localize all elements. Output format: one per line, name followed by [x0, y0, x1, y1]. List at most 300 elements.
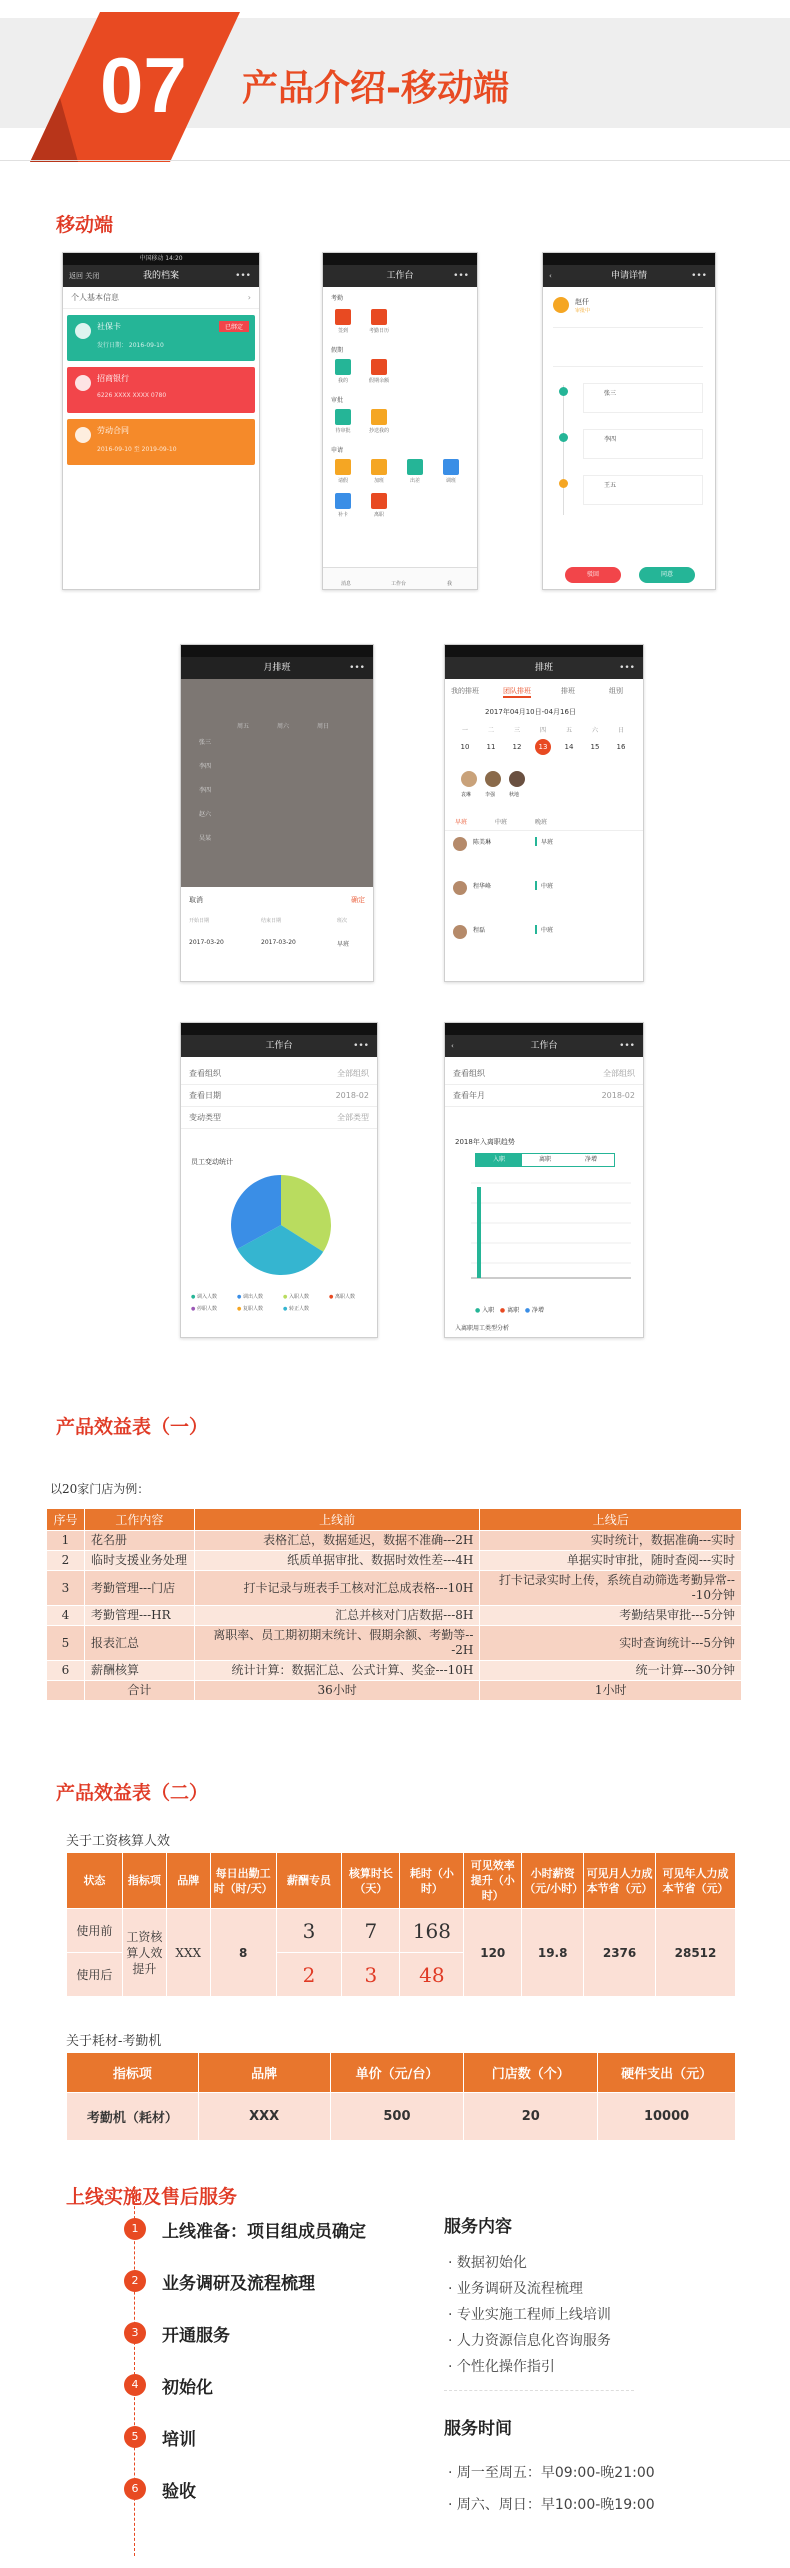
filter-row[interactable] — [181, 1107, 377, 1129]
nav-title: 申请详情 — [610, 271, 647, 281]
toggle-leave[interactable]: 离职 — [538, 1156, 551, 1163]
benefit-table-2 — [66, 1852, 736, 1997]
th-col: 薪酬专员 — [276, 1853, 342, 1909]
th-before: 上线前 — [194, 1509, 480, 1531]
total-before: 36小时 — [194, 1681, 480, 1701]
schedule-tabs — [445, 679, 643, 701]
t3-item: 考勤机（耗材） — [67, 2093, 199, 2141]
person: 赵六 — [199, 811, 212, 818]
state-after: 使用后 — [67, 1953, 123, 1997]
avatar — [453, 925, 467, 939]
day-cell[interactable]: 10 — [460, 743, 470, 751]
trip-icon[interactable] — [407, 459, 423, 475]
phone-my-profile — [62, 252, 260, 590]
th-col: 单价（元/台） — [330, 2053, 464, 2093]
nav-title: 工作台 — [530, 1041, 558, 1051]
status-bar: 中国移动 14:20 — [63, 253, 259, 265]
section-number: 07 — [100, 41, 187, 129]
more-icon[interactable]: ••• — [353, 1041, 369, 1051]
cell-no: 4 — [47, 1606, 85, 1626]
cell-no: 3 — [47, 1571, 85, 1606]
row-value: 全部类型 — [337, 1113, 369, 1122]
total-after: 1小时 — [480, 1681, 742, 1701]
row-label: 查看组织 — [453, 1069, 485, 1078]
legend-label: 转正人数 — [288, 1306, 309, 1312]
table-row — [47, 1551, 742, 1571]
phone-workbench — [322, 252, 478, 590]
status-bar — [181, 645, 373, 657]
status-bar — [181, 1023, 377, 1035]
filter-row[interactable] — [445, 1063, 643, 1085]
mobile-section-title: 移动端 — [56, 214, 114, 236]
nav-title: 月排班 — [263, 663, 291, 673]
staff-before: 3 — [276, 1909, 342, 1953]
shift-name: 中班 — [535, 925, 553, 934]
legend-item — [283, 1293, 309, 1300]
status-badge: 审批中 — [575, 308, 591, 314]
legend-label: 停职人数 — [196, 1306, 217, 1312]
tile-label: 调班 — [445, 478, 456, 484]
status-bar — [445, 645, 643, 657]
legend-item — [191, 1305, 217, 1312]
shift-tab[interactable]: 早班 — [455, 819, 468, 826]
th-after: 上线后 — [480, 1509, 742, 1531]
brand: XXX — [166, 1909, 210, 1997]
tab-schedule[interactable]: 排班 — [561, 687, 575, 695]
header-divider — [0, 160, 790, 161]
step-label: 上线准备：项目组成员确定 — [162, 2222, 366, 2242]
yearly-saving: 28512 — [656, 1909, 736, 1997]
benefit2-subtitle-2: 关于耗材-考勤机 — [66, 2034, 162, 2049]
shift-tab[interactable]: 中班 — [495, 819, 508, 826]
date-range: 2017年04月10日-04月16日 — [485, 708, 576, 716]
table-row — [47, 1571, 742, 1606]
th-col: 核算时长（天） — [342, 1853, 400, 1909]
chevron-right-icon: › — [247, 293, 251, 302]
flow-name: 张三 — [604, 390, 617, 397]
group-label: 假期 — [331, 347, 344, 354]
flow-name: 王五 — [604, 482, 617, 489]
person: 李四 — [199, 763, 212, 770]
flow-step — [583, 429, 703, 459]
legend-label: 离职人数 — [334, 1294, 355, 1300]
tab-my-schedule[interactable]: 我的排班 — [451, 687, 479, 695]
table-row — [47, 1626, 742, 1661]
calendar-icon[interactable] — [371, 309, 387, 325]
chart-title: 2018年入离职趋势 — [455, 1138, 515, 1146]
nav-title: 工作台 — [386, 271, 414, 281]
step-number: 3 — [124, 2322, 146, 2344]
card-badge: 已绑定 — [219, 321, 249, 332]
day-cell[interactable]: 14 — [564, 743, 574, 751]
pie-chart — [229, 1173, 333, 1277]
legend-dot: ● — [237, 1294, 243, 1300]
approve-button[interactable]: 同意 — [639, 567, 695, 583]
picker-start[interactable]: 2017-03-20 — [189, 939, 224, 946]
applicant-name: 赵仟 — [575, 298, 589, 306]
tile-label: 签到 — [337, 328, 348, 334]
filter-row[interactable] — [445, 1085, 643, 1107]
cell-no: 1 — [47, 1531, 85, 1551]
tile-label: 加班 — [373, 478, 384, 484]
monthly-saving: 2376 — [584, 1909, 656, 1997]
hourly-rate: 19.8 — [522, 1909, 584, 1997]
legend-label: 入职人数 — [288, 1294, 309, 1300]
service-item: · 业务调研及流程梳理 — [448, 2281, 583, 2297]
phone-hire-trend — [444, 1022, 644, 1338]
step-label: 开通服务 — [162, 2326, 230, 2346]
shift-icon[interactable] — [443, 459, 459, 475]
day-cell[interactable]: 13 — [535, 739, 551, 755]
row-value: 全部组织 — [603, 1069, 635, 1078]
shift-name: 中班 — [535, 881, 553, 890]
avatar — [453, 837, 467, 851]
toggle-net[interactable]: 净增 — [584, 1156, 597, 1163]
service-time: · 周一至周五：早09:00-晚21:00 — [448, 2465, 655, 2481]
nav-title: 排班 — [534, 663, 553, 673]
legend-item: 入职 — [482, 1307, 495, 1314]
tab-bar — [323, 567, 477, 589]
contract-icon — [75, 427, 91, 443]
shift-tab[interactable]: 晚班 — [535, 819, 548, 826]
shift-name: 早班 — [535, 837, 553, 846]
cell-after: 单据实时审批，随时查阅---实时 — [480, 1551, 742, 1571]
nav-bar — [63, 265, 259, 287]
th-col: 指标项 — [122, 1853, 166, 1909]
tab-messages[interactable]: 消息 — [341, 581, 352, 587]
tab-workbench[interactable]: 工作台 — [391, 581, 407, 587]
weekday: 六 — [591, 727, 598, 734]
avatar — [553, 297, 569, 313]
service-content-title: 服务内容 — [444, 2217, 512, 2237]
nav-bar — [445, 1035, 643, 1057]
cell-item: 报表汇总 — [84, 1626, 194, 1661]
leave-icon[interactable] — [335, 359, 351, 375]
t3-brand: XXX — [198, 2093, 330, 2141]
th-no: 序号 — [47, 1509, 85, 1531]
table-total-row — [47, 1681, 742, 1701]
benefit1-title: 产品效益表（一） — [56, 1416, 209, 1438]
shift-tabs — [445, 813, 643, 831]
row-label: 查看组织 — [189, 1069, 221, 1078]
tile-label: 抄送我的 — [368, 428, 389, 434]
back-icon[interactable]: ‹ — [549, 272, 552, 280]
service-item: · 个性化操作指引 — [448, 2359, 555, 2375]
cell-item: 临时支援业务处理 — [84, 1551, 194, 1571]
detail-block — [553, 327, 703, 367]
nav-title: 我的档案 — [142, 271, 179, 281]
overtime-icon[interactable] — [371, 459, 387, 475]
legend-item — [283, 1305, 309, 1312]
legend-dot: ● — [283, 1306, 289, 1312]
card-sub: 2016-09-10 至 2019-09-10 — [97, 446, 177, 453]
row-label: 变动类型 — [189, 1113, 221, 1122]
cell-after: 实时查询统计---5分钟 — [480, 1626, 742, 1661]
more-icon[interactable]: ••• — [453, 271, 469, 281]
person: 李四 — [199, 787, 212, 794]
step-number: 4 — [124, 2374, 146, 2396]
benefit2-subtitle: 关于工资核算人效 — [66, 1834, 171, 1849]
legend-item: 净增 — [532, 1307, 545, 1314]
status-bar — [543, 253, 715, 265]
service-divider — [444, 2390, 634, 2391]
legend-dot: ● — [237, 1306, 243, 1312]
tab-team-schedule[interactable]: 团队排班 — [503, 686, 531, 698]
avatar — [485, 771, 501, 787]
staff-after: 2 — [276, 1953, 342, 1997]
th-col: 品牌 — [166, 1853, 210, 1909]
day-cell[interactable]: 11 — [486, 743, 496, 751]
cell-no: 6 — [47, 1661, 85, 1681]
cell-item: 考勤管理---HR — [84, 1606, 194, 1626]
confirm-button[interactable]: 确定 — [351, 896, 365, 904]
step-label: 业务调研及流程梳理 — [162, 2274, 315, 2294]
back-icon[interactable]: ‹ — [451, 1042, 454, 1050]
service-title: 上线实施及售后服务 — [66, 2186, 238, 2208]
row-label: 查看日期 — [189, 1091, 221, 1100]
group-label: 审批 — [331, 397, 344, 404]
day-cell[interactable]: 16 — [616, 743, 626, 751]
th-col: 每日出勤工时（时/天） — [210, 1853, 276, 1909]
legend-item — [191, 1293, 217, 1300]
person-name: 程磊 — [473, 927, 486, 934]
cancel-button[interactable]: 取消 — [189, 896, 203, 904]
time-after: 48 — [400, 1953, 464, 1997]
person-name: 程华峰 — [473, 883, 492, 890]
patch-icon[interactable] — [335, 493, 351, 509]
total-label: 合计 — [84, 1681, 194, 1701]
col-label: 开始日期 — [189, 918, 210, 924]
status-bar — [445, 1023, 643, 1035]
th-col: 硬件支出（元） — [598, 2053, 736, 2093]
picker-panel — [181, 887, 373, 982]
nav-bar — [445, 657, 643, 679]
cell-after: 打卡记录实时上传，系统自动筛选考勤异常---10分钟 — [480, 1571, 742, 1606]
legend-item — [329, 1293, 355, 1300]
reject-button[interactable]: 驳回 — [565, 567, 621, 583]
group-label: 申请 — [331, 447, 344, 454]
table-row — [47, 1606, 742, 1626]
picker-end[interactable]: 2017-03-20 — [261, 939, 296, 946]
days-before: 7 — [342, 1909, 400, 1953]
legend-label: 调出人数 — [242, 1294, 263, 1300]
tile-label: 请假 — [337, 478, 348, 484]
phone-monthly-schedule — [180, 644, 374, 982]
person-name: 袁琳 — [461, 792, 472, 798]
weekday: 周日 — [317, 723, 330, 730]
flow-step — [583, 475, 703, 505]
flow-step — [583, 383, 703, 413]
nav-title: 工作台 — [265, 1041, 293, 1051]
th-col: 状态 — [67, 1853, 123, 1909]
person: 吴某 — [199, 835, 212, 842]
nav-bar — [543, 265, 715, 287]
card-name: 招商银行 — [97, 374, 129, 383]
back-button[interactable]: 返回 关闭 — [69, 272, 100, 280]
efficiency-gain: 120 — [464, 1909, 522, 1997]
service-item: · 专业实施工程师上线培训 — [448, 2307, 611, 2323]
legend-dot: ● — [191, 1294, 197, 1300]
cell-before: 统计计算：数据汇总、公式计算、奖金---10H — [194, 1661, 480, 1681]
t3-price: 500 — [330, 2093, 464, 2141]
phone-staff-change — [180, 1022, 378, 1338]
step-number: 1 — [124, 2218, 146, 2240]
cc-icon[interactable] — [371, 409, 387, 425]
phone-team-schedule — [444, 644, 644, 982]
chart-title: 员工变动统计 — [191, 1158, 233, 1166]
t3-cost: 10000 — [598, 2093, 736, 2141]
weekday: 三 — [513, 727, 520, 734]
days-after: 3 — [342, 1953, 400, 1997]
toggle-hire[interactable]: 入职 — [476, 1154, 522, 1166]
status-bar — [323, 253, 477, 265]
tile-label: 离职 — [373, 512, 384, 518]
service-time: · 周六、周日：早10:00-晚19:00 — [448, 2497, 655, 2513]
more-icon[interactable]: ••• — [691, 271, 707, 281]
t3-stores: 20 — [464, 2093, 598, 2141]
nav-bar — [181, 1035, 377, 1057]
legend-label: 复职人数 — [242, 1306, 263, 1312]
weekday: 二 — [487, 727, 494, 734]
trend-legend: ● 入职 ● 离职 ● 净增 — [475, 1307, 545, 1314]
more-icon[interactable]: ••• — [349, 663, 365, 673]
day-cell[interactable]: 15 — [590, 743, 600, 751]
bank-icon — [75, 375, 91, 391]
resign-icon[interactable] — [371, 493, 387, 509]
dimmed-overlay — [181, 679, 373, 887]
legend-label: 调入人数 — [196, 1294, 217, 1300]
flow-dot — [559, 433, 568, 442]
tab-group[interactable]: 组别 — [609, 687, 623, 695]
table-row — [47, 1531, 742, 1551]
tile-label: 待审批 — [335, 428, 351, 434]
card-sub: 6226 XXXX XXXX 0780 — [97, 392, 167, 399]
benefit-table-3 — [66, 2052, 736, 2141]
cell-before: 汇总并核对门店数据---8H — [194, 1606, 480, 1626]
step-number: 2 — [124, 2270, 146, 2292]
weekday: 四 — [539, 727, 546, 734]
cell-before: 纸质单据审批、数据时效性差---4H — [194, 1551, 480, 1571]
step-label: 验收 — [162, 2482, 196, 2502]
legend-item: 离职 — [507, 1307, 520, 1314]
cell-item: 花名册 — [84, 1531, 194, 1551]
info-row-label: 个人基本信息 — [71, 293, 119, 302]
legend-dot: ● — [283, 1294, 289, 1300]
service-item: · 数据初始化 — [448, 2255, 527, 2271]
card-sub: 发行日期： 2016-09-10 — [97, 342, 164, 349]
more-icon[interactable]: ••• — [619, 1041, 635, 1051]
cell-before: 打卡记录与班表手工核对汇总成表格---10H — [194, 1571, 480, 1606]
checkin-icon[interactable] — [335, 309, 351, 325]
nav-bar — [181, 657, 373, 679]
person-name: 李强 — [485, 792, 496, 798]
cell-item: 薪酬核算 — [84, 1661, 194, 1681]
tile-label: 我的 — [337, 378, 348, 384]
step-number: 6 — [124, 2478, 146, 2500]
leave-request-icon[interactable] — [335, 459, 351, 475]
person-name: 陈美琳 — [473, 839, 492, 846]
benefit-table-1 — [46, 1508, 742, 1701]
day-cell[interactable]: 12 — [512, 743, 522, 751]
th-col: 可见效率提升（小时） — [464, 1853, 522, 1909]
cell-no: 2 — [47, 1551, 85, 1571]
group-label: 考勤 — [331, 295, 344, 302]
th-col: 指标项 — [67, 2053, 199, 2093]
nav-bar — [323, 265, 477, 287]
card-name: 社保卡 — [97, 322, 121, 331]
service-time-title: 服务时间 — [444, 2419, 512, 2439]
row-value: 2018-02 — [335, 1091, 369, 1100]
th-col: 可见年人力成本节省（元） — [656, 1853, 736, 1909]
row-value: 全部组织 — [337, 1069, 369, 1078]
th-col: 小时薪资（元/小时） — [522, 1853, 584, 1909]
weekday: 周六 — [277, 723, 290, 730]
approve-icon[interactable] — [335, 409, 351, 425]
card-contract[interactable] — [67, 419, 255, 465]
weekday: 五 — [565, 727, 572, 734]
cell-after: 考勤结果审批---5分钟 — [480, 1606, 742, 1626]
tile-label: 假期余额 — [368, 378, 389, 384]
steps-line — [134, 2186, 135, 2556]
picker-shift[interactable]: 早班 — [337, 941, 350, 948]
tile-label: 出差 — [409, 478, 420, 484]
cell-after: 统一计算---30分钟 — [480, 1661, 742, 1681]
avatar — [453, 881, 467, 895]
col-label: 结束日期 — [261, 918, 282, 924]
th-col: 门店数（个） — [464, 2053, 598, 2093]
flow-dot — [559, 387, 568, 396]
benefit2-title: 产品效益表（二） — [56, 1782, 209, 1804]
card-bank[interactable] — [67, 367, 255, 413]
avatar — [509, 771, 525, 787]
weekday: 周五 — [237, 723, 250, 730]
person: 张三 — [199, 739, 212, 746]
flow-name: 李四 — [604, 436, 617, 443]
time-before: 168 — [400, 1909, 464, 1953]
page-title: 产品介绍-移动端 — [242, 68, 509, 109]
flow-line — [563, 385, 564, 515]
section-footer: 入离职用工类型分析 — [455, 1325, 510, 1332]
step-number: 5 — [124, 2426, 146, 2448]
th-col: 可见月人力成本节省（元） — [584, 1853, 656, 1909]
state-before: 使用前 — [67, 1909, 123, 1953]
more-icon[interactable]: ••• — [235, 271, 251, 281]
col-label: 班次 — [337, 918, 348, 924]
tab-me[interactable]: 我 — [447, 581, 453, 587]
filter-row[interactable] — [181, 1085, 377, 1107]
avatar — [461, 771, 477, 787]
tile-label: 补卡 — [337, 512, 348, 518]
th-col: 品牌 — [198, 2053, 330, 2093]
card-name: 劳动合同 — [97, 426, 129, 435]
pie-icon[interactable] — [371, 359, 387, 375]
cell-before: 离职率、员工期初期末统计、假期余额、考勤等---2H — [194, 1626, 480, 1661]
legend-item — [237, 1293, 263, 1300]
more-icon[interactable]: ••• — [619, 663, 635, 673]
filter-row[interactable] — [181, 1063, 377, 1085]
daily-hours: 8 — [210, 1909, 276, 1997]
info-row[interactable] — [63, 287, 259, 309]
trend-chart — [455, 1173, 635, 1293]
th-col: 耗时（小时） — [400, 1853, 464, 1909]
card-social-security[interactable] — [67, 315, 255, 361]
benefit1-note: 以20家门店为例： — [50, 1482, 150, 1496]
service-item: · 人力资源信息化咨询服务 — [448, 2333, 611, 2349]
indicator: 工资核算人效提升 — [122, 1909, 166, 1997]
weekday: 一 — [461, 727, 468, 734]
legend-dot: ● — [329, 1294, 335, 1300]
person-name: 秋地 — [509, 792, 520, 798]
